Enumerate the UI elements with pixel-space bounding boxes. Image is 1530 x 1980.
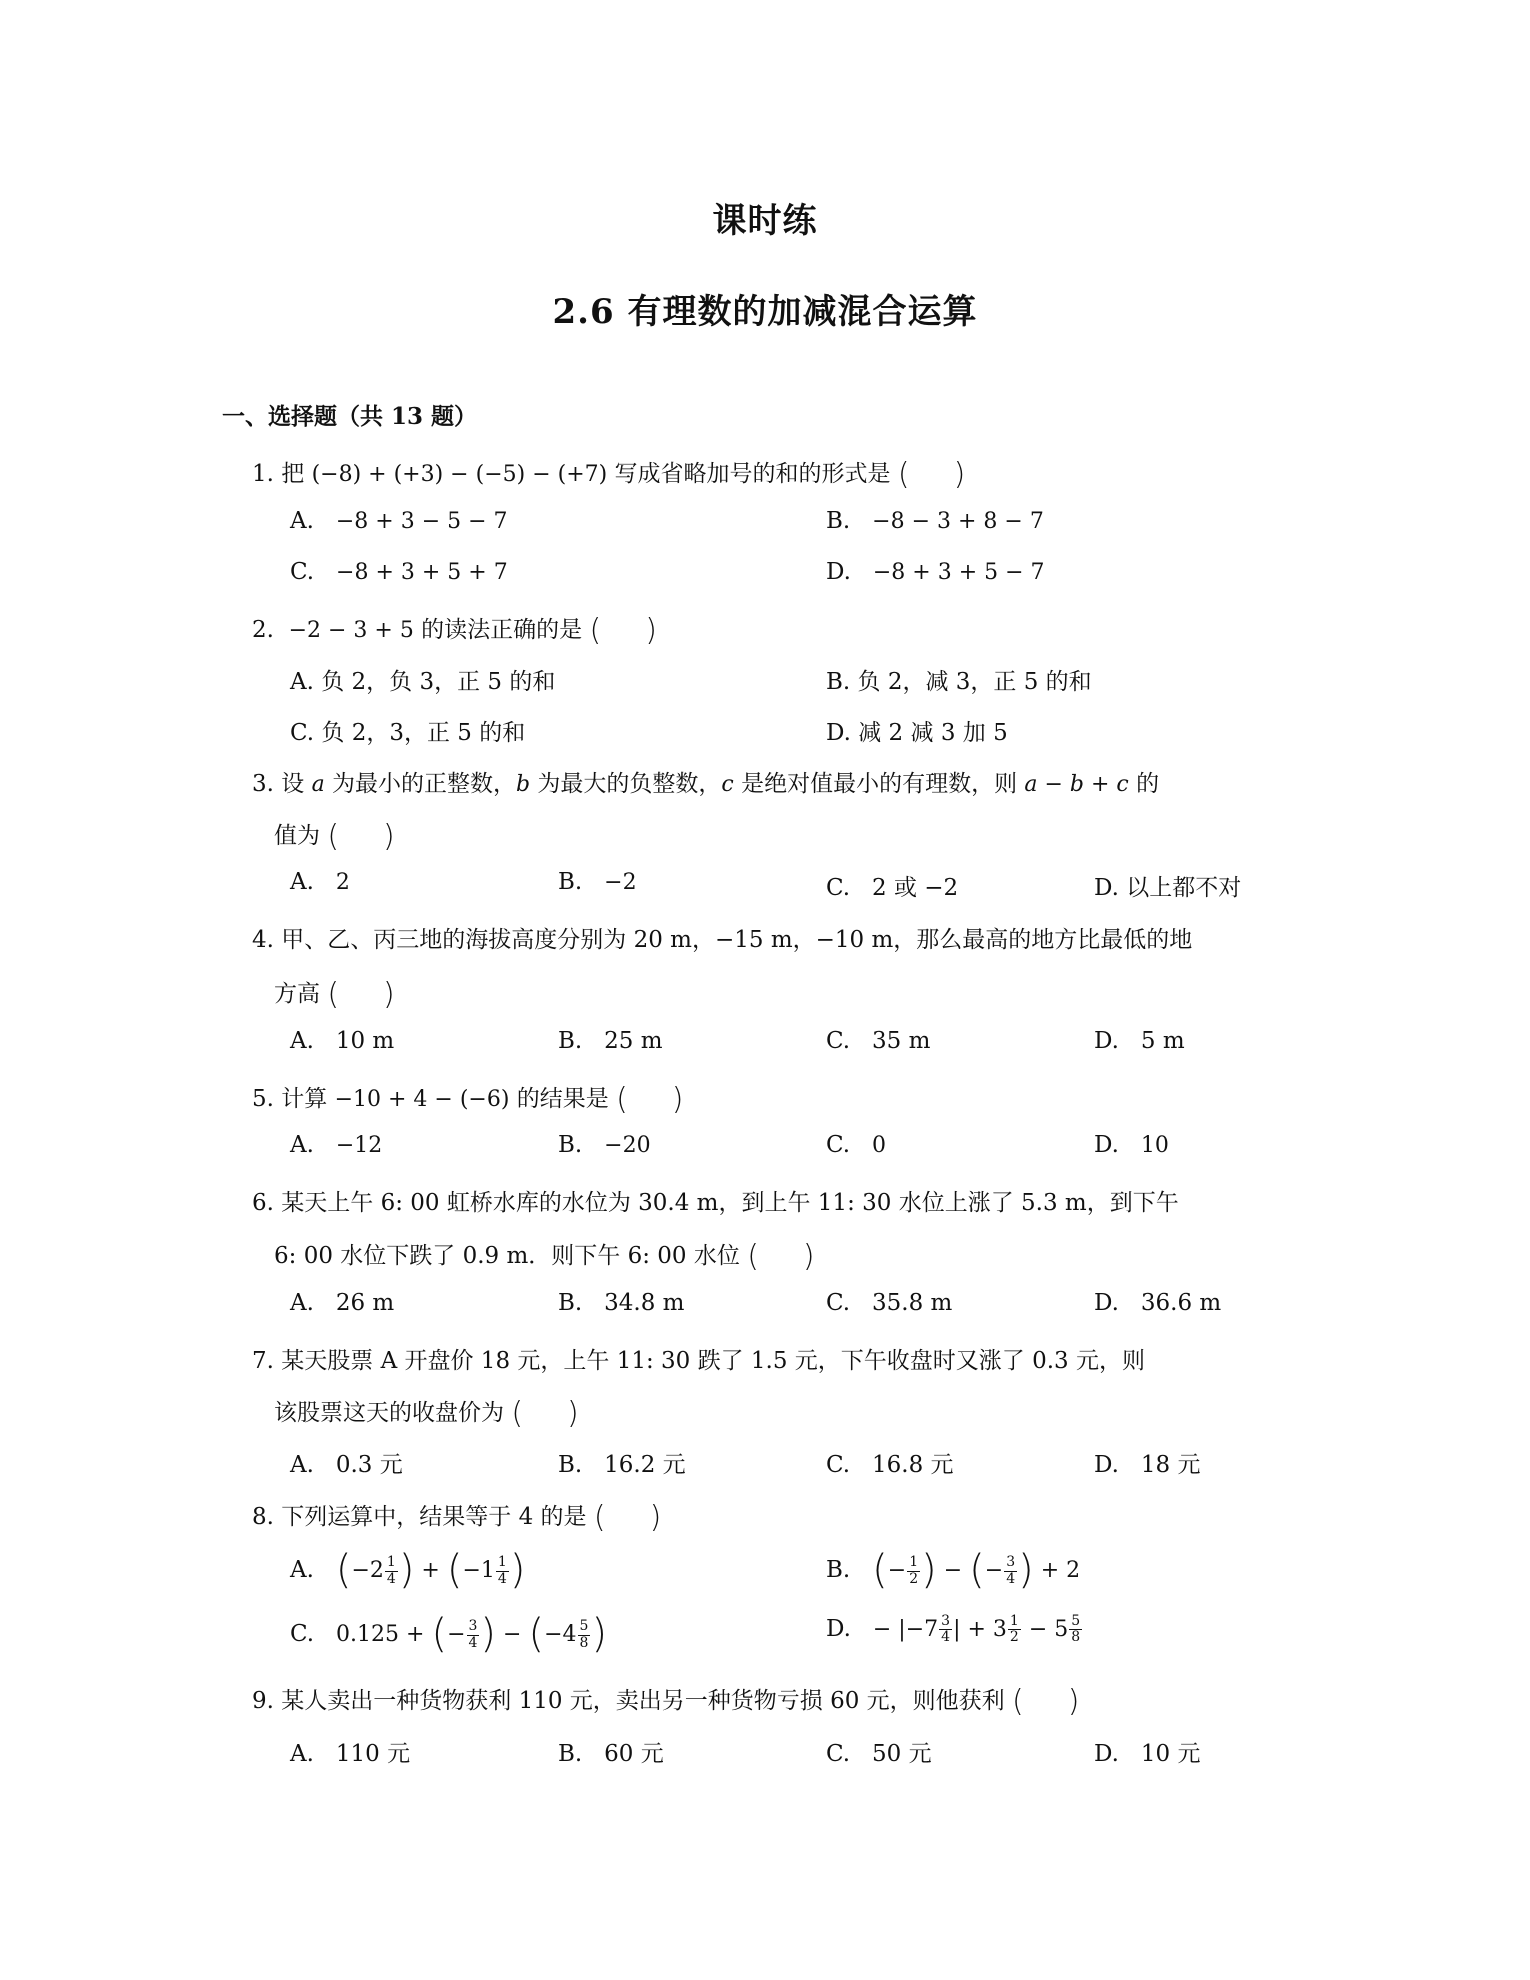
option-4c[interactable]: C. 35 m <box>826 1028 931 1054</box>
option-8c[interactable] <box>290 1611 608 1657</box>
option-8b[interactable] <box>826 1547 1081 1593</box>
option-6c[interactable]: C. 35.8 m <box>826 1290 953 1316</box>
question-stem-suffix: 写成省略加号的和的形式是 <box>614 461 891 487</box>
stem-text: 该股票这天的收盘价为 <box>274 1400 504 1426</box>
answer-bracket: ( ) <box>327 977 395 1012</box>
answer-bracket: ( ) <box>327 819 395 854</box>
question-3-cont <box>274 817 395 852</box>
var-b: b <box>516 772 531 797</box>
expression: a − b + c <box>1024 772 1129 797</box>
option-2c[interactable]: C. 负 2，3，正 5 的和 <box>290 720 526 746</box>
question-7 <box>252 1342 1145 1375</box>
option-7d[interactable]: D. 18 元 <box>1094 1452 1201 1478</box>
option-1d[interactable]: D. −8 + 3 + 5 − 7 <box>826 559 1045 585</box>
option-3b[interactable]: B. −2 <box>558 869 637 895</box>
stem-text: 某天股票 A 开盘价 18 元，上午 11: 30 跌了 1.5 元，下午收盘时又涨了 0.3 元，则 <box>281 1348 1146 1374</box>
option-2b[interactable]: B. 负 2，减 3，正 5 的和 <box>826 669 1092 695</box>
question-4-cont <box>274 975 395 1010</box>
answer-bracket: ( ) <box>511 1396 579 1431</box>
stem-text: 计算 <box>281 1086 328 1112</box>
option-label: A. <box>290 1557 314 1583</box>
question-stem-suffix: 的读法正确的是 <box>421 617 583 643</box>
question-number: 7. <box>252 1348 274 1374</box>
question-6-cont <box>274 1237 815 1272</box>
question-number: 5. <box>252 1086 274 1112</box>
question-math: −2 − 3 + 5 <box>288 618 414 643</box>
option-9c[interactable]: C. 50 元 <box>826 1741 932 1767</box>
option-math: 0.125 + (− $\frac{3}{4}$ ) − (−4 $\frac{5}{8}$ ) <box>336 1611 608 1657</box>
option-2a[interactable]: A. 负 2，负 3，正 5 的和 <box>290 669 556 695</box>
option-3d[interactable]: D. 以上都不对 <box>1094 875 1242 901</box>
option-7c[interactable]: C. 16.8 元 <box>826 1452 954 1478</box>
stem-text: 方高 <box>274 981 320 1007</box>
option-label: D. <box>826 1615 851 1642</box>
question-2 <box>252 611 657 646</box>
option-math: − |−7 $\frac{3}{4}$ | + 3 $\frac{1}{2}$ − 5 $\frac{5}{8}$ <box>872 1613 1081 1646</box>
var-a: a <box>311 772 325 797</box>
option-1c[interactable]: C. −8 + 3 + 5 + 7 <box>290 559 508 585</box>
question-5 <box>252 1080 684 1115</box>
option-3a[interactable]: A. 2 <box>290 869 350 895</box>
stem-text: 的结果是 <box>516 1086 609 1112</box>
answer-bracket: ( ) <box>897 457 966 492</box>
question-7-cont <box>274 1394 579 1429</box>
option-label: C. <box>290 1621 315 1647</box>
question-number: 3. <box>252 771 274 797</box>
option-5b[interactable]: B. −20 <box>558 1132 651 1158</box>
answer-bracket: ( ) <box>589 613 657 648</box>
question-math: (−8) + (+3) − (−5) − (+7) <box>311 462 608 487</box>
answer-bracket: ( ) <box>1012 1684 1080 1719</box>
stem-text: 甲、乙、丙三地的海拔高度分别为 20 m，−15 m，−10 m，那么最高的地方比最低的地 <box>281 927 1193 953</box>
option-1a[interactable]: A. −8 + 3 − 5 − 7 <box>290 508 508 534</box>
stem-text: 是绝对值最小的有理数，则 <box>741 771 1018 797</box>
option-5a[interactable]: A. −12 <box>290 1132 383 1158</box>
option-5c[interactable]: C. 0 <box>826 1132 887 1158</box>
option-6b[interactable]: B. 34.8 m <box>558 1290 685 1316</box>
stem-text: 为最大的负整数， <box>537 771 722 797</box>
question-stem-prefix: 把 <box>281 461 305 487</box>
option-2d[interactable]: D. 减 2 减 3 加 5 <box>826 720 1008 746</box>
option-math: (− $\frac{1}{2}$ ) − (− $\frac{3}{4}$ ) + 2 <box>872 1547 1081 1593</box>
answer-bracket: ( ) <box>593 1500 662 1535</box>
question-1 <box>252 455 965 490</box>
stem-text: 值为 <box>274 823 320 849</box>
option-9a[interactable]: A. 110 元 <box>290 1741 411 1767</box>
option-8d[interactable] <box>826 1614 1083 1646</box>
stem-text: 设 <box>281 771 305 797</box>
option-4a[interactable]: A. 10 m <box>290 1028 395 1054</box>
option-6d[interactable]: D. 36.6 m <box>1094 1290 1222 1316</box>
question-number: 8. <box>252 1504 274 1530</box>
page-title: 课时练 <box>712 201 818 241</box>
question-8 <box>252 1498 661 1533</box>
question-9 <box>252 1682 1079 1717</box>
option-7a[interactable]: A. 0.3 元 <box>290 1452 403 1478</box>
option-8a[interactable] <box>290 1547 526 1593</box>
question-number: 9. <box>252 1688 274 1714</box>
option-4d[interactable]: D. 5 m <box>1094 1028 1185 1054</box>
page-subtitle: 2.6 有理数的加减混合运算 <box>552 292 978 332</box>
question-math: −10 + 4 − (−6) <box>334 1087 510 1112</box>
question-number: 1. <box>252 461 274 487</box>
option-3c[interactable]: C. 2 或 −2 <box>826 875 959 901</box>
option-math: (−2 $\frac{1}{4}$ ) + (−1 $\frac{1}{4}$ ) <box>335 1547 526 1593</box>
var-c: c <box>721 772 734 797</box>
option-6a[interactable]: A. 26 m <box>290 1290 395 1316</box>
option-label: B. <box>826 1557 851 1583</box>
stem-text: 的 <box>1136 771 1160 797</box>
stem-text: 下列运算中，结果等于 4 的是 <box>281 1504 587 1530</box>
answer-bracket: ( ) <box>747 1239 815 1274</box>
question-number: 6. <box>252 1190 274 1216</box>
stem-text: 某人卖出一种货物获利 110 元，卖出另一种货物亏损 60 元，则他获利 <box>281 1688 1005 1714</box>
option-7b[interactable]: B. 16.2 元 <box>558 1452 686 1478</box>
option-9d[interactable]: D. 10 元 <box>1094 1741 1201 1767</box>
question-number: 4. <box>252 927 274 953</box>
answer-bracket: ( ) <box>616 1082 684 1117</box>
question-number: 2. <box>252 617 274 643</box>
question-3 <box>252 765 1159 798</box>
option-9b[interactable]: B. 60 元 <box>558 1741 664 1767</box>
question-6 <box>252 1184 1179 1217</box>
stem-text: 为最小的正整数， <box>332 771 517 797</box>
question-4 <box>252 921 1192 954</box>
option-1b[interactable]: B. −8 − 3 + 8 − 7 <box>826 508 1044 534</box>
option-5d[interactable]: D. 10 <box>1094 1132 1169 1158</box>
stem-text: 某天上午 6: 00 虹桥水库的水位为 30.4 m，到上午 11: 30 水位上涨了 5.3 m，到下午 <box>281 1190 1179 1216</box>
stem-text: 6: 00 水位下跌了 0.9 m．则下午 6: 00 水位 <box>274 1243 740 1269</box>
section-heading: 一、选择题（共 13 题） <box>222 403 478 430</box>
option-4b[interactable]: B. 25 m <box>558 1028 663 1054</box>
